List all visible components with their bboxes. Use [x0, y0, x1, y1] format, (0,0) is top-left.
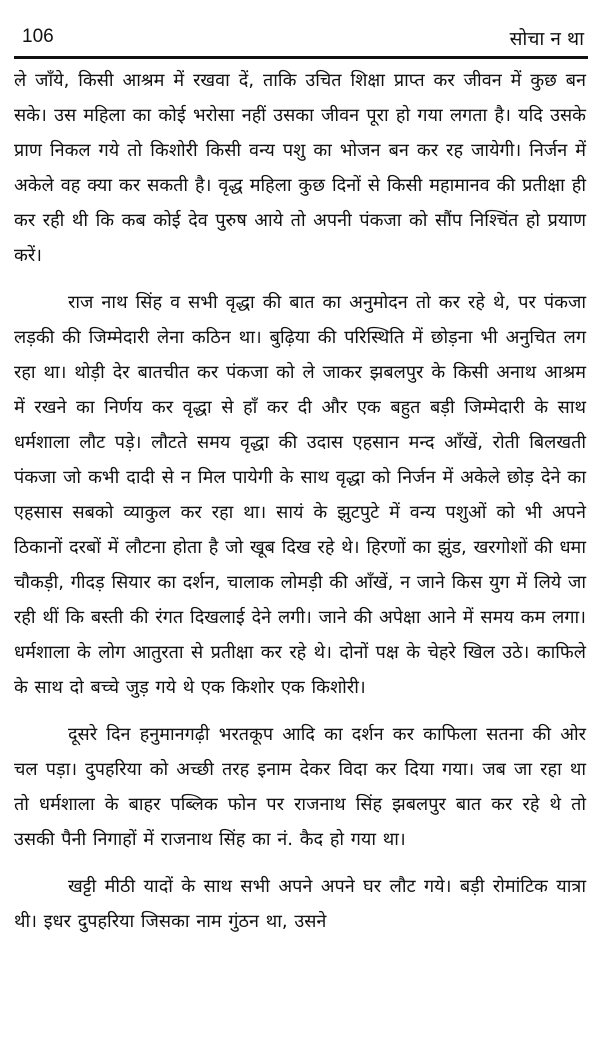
page-number: 106: [22, 26, 54, 47]
paragraph-4: खट्टी मीठी यादों के साथ सभी अपने अपने घर लौट गये। बड़ी रोमांटिक यात्रा थी। इधर दुपहरिया जिसका नाम गुंठन था, उसने: [14, 876, 586, 932]
running-title: सोचा न था: [509, 28, 584, 50]
page-header: [14, 0, 588, 56]
body-text: [14, 59, 588, 939]
paragraph-2: राज नाथ सिंह व सभी वृद्धा की बात का अनुमोदन तो कर रहे थे, पर पंकजा लड़की की जिम्मेदारी लेना कठिन था। बुढ़िया की परिस्थिति में छोड़ना भी अनुचित लग रहा था। थोड़ी देर बातचीत कर पंकजा को ले जाकर झबलपुर के किसी अनाथ आश्रम में रखने का निर्णय कर वृद्धा से हाँ कर दी और एक बहुत बड़ी जिम्मेदारी के साथ धर्मशाला लौट पड़े। लौटते समय वृद्धा की उदास एहसान मन्द आँखें, रोती बिलखती पंकजा जो कभी दादी से न मिल पायेगी के साथ वृद्धा को निर्जन में अकेले छोड़ देने का एहसास सबको व्याकुल कर रहा था। सायं के झुटपुटे में वन्य पशुओं को भी अपने ठिकानों दरबों में लौटना होता है जो खूब दिख रहे थे। हिरणों का झुंड, खरगोशों की धमा चौकड़ी, गीदड़ सियार का दर्शन, चालाक लोमड़ी की आँखें, न जाने किस युग में लिये जा रही थीं कि बस्ती की रंगत दिखलाई देने लगी। जाने की अपेक्षा आने में समय कम लगा। धर्मशाला के लोग आतुरता से प्रतीक्षा कर रहे थे। दोनों पक्ष के चेहरे खिल उठे। काफिले के साथ दो बच्चे जुड़ गये थे एक किशोर एक किशोरी।: [14, 292, 586, 698]
paragraph-3: दूसरे दिन हनुमानगढ़ी भरतकूप आदि का दर्शन कर काफिला सतना की ओर चल पड़ा। दुपहरिया को अच्छी तरह इनाम देकर विदा कर दिया गया। जब जा रहा था तो धर्मशाला के बाहर पब्लिक फोन पर राजनाथ सिंह झबलपुर बात कर रहे थे तो उसकी पैनी निगाहों में राजनाथ सिंह का नं. कैद हो गया था।: [14, 724, 586, 850]
paragraph-1: ले जाँये, किसी आश्रम में रखवा दें, ताकि उचित शिक्षा प्राप्त कर जीवन में कुछ बन सके। उस महिला का कोई भरोसा नहीं उसका जीवन पूरा हो गया लगता है। यदि उसके प्राण निकल गये तो किशोरी किसी वन्य पशु का भोजन बन कर रह जायेगी। निर्जन में अकेले वह क्या कर सकती है। वृद्ध महिला कुछ दिनों से किसी महामानव की प्रतीक्षा ही कर रही थी कि कब कोई देव पुरुष आये तो अपनी पंकजा को सौंप निश्चिंत हो प्रयाण करें।: [14, 70, 586, 266]
